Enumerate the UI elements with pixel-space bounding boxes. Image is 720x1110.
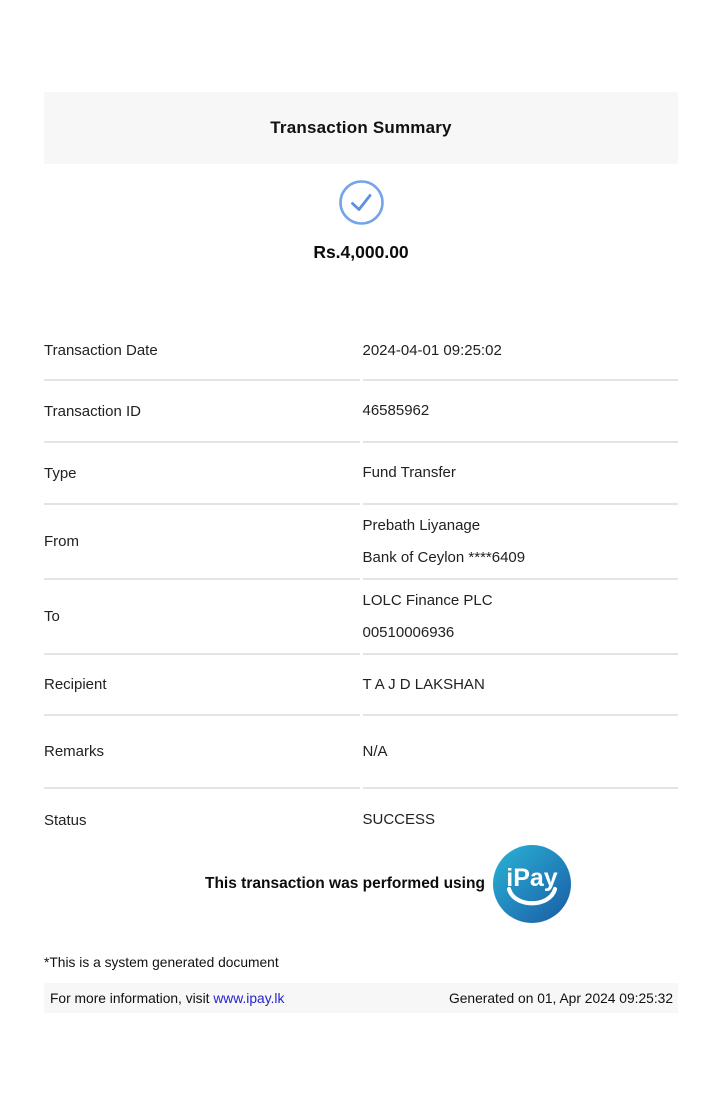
row-value bbox=[363, 716, 679, 789]
table-row-from bbox=[44, 505, 678, 580]
table-row-transaction-id bbox=[44, 381, 678, 443]
row-value-line: LOLC Finance PLC bbox=[362, 591, 493, 609]
row-value-line: N/A bbox=[362, 742, 388, 760]
transaction-details-table bbox=[44, 322, 678, 851]
transaction-amount: Rs.4,000.00 bbox=[313, 242, 409, 262]
row-value bbox=[363, 655, 679, 716]
system-generated-note: *This is a system generated document bbox=[44, 955, 279, 970]
row-value-line: SUCCESS bbox=[362, 811, 436, 828]
row-value bbox=[363, 443, 679, 505]
check-circle-icon bbox=[338, 179, 385, 226]
row-value-line: Prebath Liyanage bbox=[362, 516, 481, 534]
status-value bbox=[363, 789, 679, 851]
row-value-line: 46585962 bbox=[362, 402, 430, 419]
ipay-logo bbox=[493, 845, 571, 923]
row-value bbox=[363, 381, 679, 443]
success-check-icon bbox=[44, 179, 678, 226]
generated-timestamp: Generated on 01, Apr 2024 09:25:32 bbox=[449, 990, 673, 1006]
row-value-line: Fund Transfer bbox=[362, 464, 456, 481]
branding-row bbox=[205, 845, 678, 923]
table-row-to bbox=[44, 580, 678, 655]
row-label: From bbox=[44, 505, 360, 580]
row-label: To bbox=[44, 580, 360, 655]
footer-bar bbox=[44, 983, 678, 1013]
ipay-logo-text: iPay bbox=[506, 864, 558, 892]
row-label: Recipient bbox=[44, 655, 360, 716]
ipay-website-link[interactable]: www.ipay.lk bbox=[213, 990, 285, 1006]
transaction-summary-header bbox=[44, 92, 678, 164]
row-value-line: 2024-04-01 09:25:02 bbox=[362, 341, 502, 359]
page-title: Transaction Summary bbox=[270, 118, 452, 137]
row-label: Transaction Date bbox=[44, 322, 360, 381]
row-label: Transaction ID bbox=[44, 381, 360, 443]
row-value-line: 00510006936 bbox=[362, 623, 455, 641]
row-value bbox=[363, 505, 679, 580]
row-label: Remarks bbox=[44, 716, 360, 789]
row-label: Type bbox=[44, 443, 360, 505]
row-label: Status bbox=[44, 811, 87, 829]
row-value-line: Bank of Ceylon ****6409 bbox=[362, 548, 526, 566]
table-row-type bbox=[44, 443, 678, 505]
row-value bbox=[363, 580, 679, 655]
footer-info bbox=[50, 991, 284, 1006]
table-row-recipient bbox=[44, 655, 678, 716]
table-row-transaction-date bbox=[44, 322, 678, 381]
performed-using-text: This transaction was performed using bbox=[205, 875, 485, 892]
footer-info-text: For more information, visit bbox=[50, 990, 210, 1006]
transaction-summary-page bbox=[0, 92, 720, 1110]
table-row-remarks bbox=[44, 716, 678, 789]
table-row-status bbox=[44, 789, 678, 851]
row-value bbox=[363, 322, 679, 381]
row-value-line: T A J D LAKSHAN bbox=[362, 675, 485, 693]
